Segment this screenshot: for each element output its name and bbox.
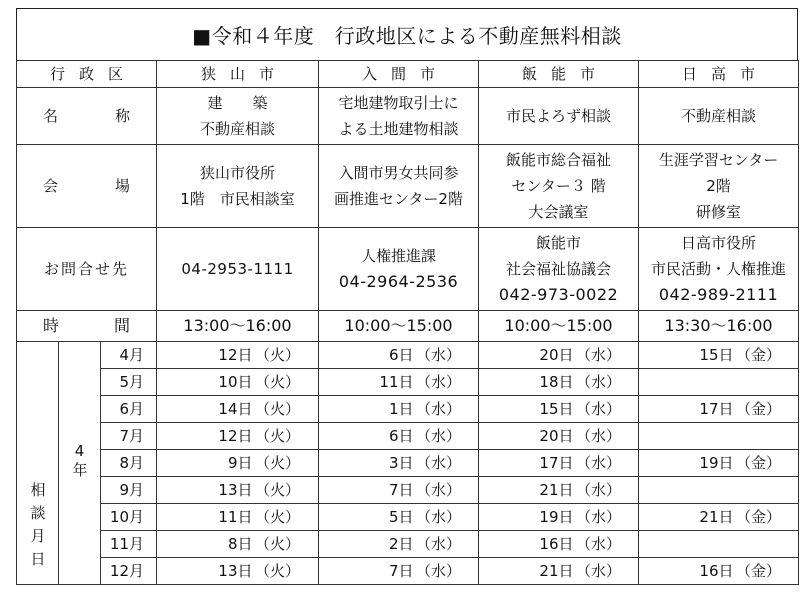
- date-weekday: （水）: [576, 535, 622, 553]
- date-day: 19日: [699, 454, 734, 472]
- header-row: [17, 61, 799, 88]
- date-weekday: （火）: [255, 481, 301, 499]
- date-day: 17日: [699, 400, 734, 418]
- date-cell: [639, 477, 799, 504]
- contact-cell: [639, 228, 799, 311]
- date-cell: [319, 477, 479, 504]
- date-weekday: （水）: [416, 400, 462, 418]
- date-day: 21日: [539, 562, 574, 580]
- row-label-char: 称: [115, 107, 131, 125]
- cell-line: よる土地建物相談: [338, 120, 459, 138]
- district-label: 行政区: [50, 65, 138, 83]
- name-cell: [319, 88, 479, 145]
- date-cell: [639, 531, 799, 558]
- date-cell: [639, 423, 799, 450]
- date-day: 3日: [388, 454, 414, 472]
- date-cell: [479, 504, 639, 531]
- date-cell: [157, 504, 319, 531]
- date-weekday: （水）: [576, 346, 622, 364]
- date-day: 2日: [388, 535, 414, 553]
- date-cell: [479, 369, 639, 396]
- date-weekday: （水）: [576, 454, 622, 472]
- date-cell: [639, 396, 799, 423]
- date-day: 1日: [388, 400, 414, 418]
- schedule-row: [17, 396, 799, 423]
- date-weekday: （金）: [736, 454, 782, 472]
- date-weekday: （火）: [255, 373, 301, 391]
- date-cell: [319, 342, 479, 369]
- month-cell: 6月: [101, 396, 157, 423]
- date-cell: [639, 504, 799, 531]
- date-weekday: （火）: [255, 346, 301, 364]
- date-weekday: （水）: [416, 508, 462, 526]
- schedule-row: [17, 558, 799, 585]
- name-cell: [639, 88, 799, 145]
- date-weekday: （金）: [736, 346, 782, 364]
- name-row: [17, 88, 799, 145]
- cell-line: 社会福祉協議会: [506, 260, 612, 278]
- section-label-cell: [17, 342, 59, 585]
- row-label-char: 場: [115, 177, 131, 195]
- contact-row: [17, 228, 799, 311]
- city-header: [639, 61, 799, 88]
- row-label-char: 会: [43, 177, 59, 195]
- date-cell: [319, 423, 479, 450]
- date-cell: [157, 531, 319, 558]
- date-cell: [157, 369, 319, 396]
- section-label: 相談月日: [28, 482, 47, 574]
- name-cell: [157, 88, 319, 145]
- date-cell: [639, 342, 799, 369]
- consultation-table: [16, 60, 799, 585]
- date-weekday: （水）: [416, 535, 462, 553]
- row-label-char: 名: [43, 107, 59, 125]
- date-day: 15日: [699, 346, 734, 364]
- time-cell: 10:00～15:00: [319, 311, 479, 342]
- venue-cell: [319, 145, 479, 228]
- contact-cell: [479, 228, 639, 311]
- document-title: ■令和４年度 行政地区による不動産無料相談: [16, 8, 798, 60]
- cell-line: 不動産相談: [200, 120, 276, 138]
- date-cell: [157, 423, 319, 450]
- cell-line: 人権推進課: [361, 247, 437, 265]
- date-day: 19日: [539, 508, 574, 526]
- date-weekday: （水）: [576, 508, 622, 526]
- year-label-cell: [59, 342, 101, 585]
- date-day: 18日: [539, 373, 574, 391]
- cell-line: 生涯学習センター: [658, 151, 779, 169]
- date-cell: [157, 558, 319, 585]
- date-weekday: （水）: [576, 562, 622, 580]
- date-day: 16日: [539, 535, 574, 553]
- name-label-cell: [17, 88, 157, 145]
- date-cell: [639, 369, 799, 396]
- date-day: 11日: [379, 373, 414, 391]
- time-row: [17, 311, 799, 342]
- date-day: 17日: [539, 454, 574, 472]
- date-weekday: （水）: [416, 346, 462, 364]
- date-cell: [319, 450, 479, 477]
- date-cell: [479, 423, 639, 450]
- cell-line: 2階: [706, 177, 731, 195]
- cell-line: 市民よろず相談: [506, 107, 612, 125]
- date-cell: [157, 396, 319, 423]
- cell-line: 建 築: [207, 94, 268, 112]
- cell-line: 飯能市総合福祉: [506, 151, 612, 169]
- schedule-row: [17, 342, 799, 369]
- schedule-row: [17, 450, 799, 477]
- schedule-row: [17, 477, 799, 504]
- date-day: 7日: [388, 562, 414, 580]
- cell-line: センター３ 階: [511, 177, 606, 195]
- date-day: 12日: [218, 346, 253, 364]
- date-cell: [479, 531, 639, 558]
- venue-row: [17, 145, 799, 228]
- phone-number: 04-2964-2536: [338, 272, 459, 291]
- cell-line: 入間市男女共同参: [338, 164, 459, 182]
- contact-cell: [319, 228, 479, 311]
- contact-label-cell: [17, 228, 157, 311]
- schedule-row: [17, 504, 799, 531]
- date-weekday: （火）: [255, 508, 301, 526]
- date-cell: [479, 477, 639, 504]
- month-cell: 9月: [101, 477, 157, 504]
- cell-line: 狭山市役所: [200, 164, 276, 182]
- date-cell: [479, 558, 639, 585]
- city-header: [157, 61, 319, 88]
- cell-line: 画推進センター2階: [334, 190, 463, 208]
- date-day: 5日: [388, 508, 414, 526]
- date-cell: [157, 342, 319, 369]
- date-day: 21日: [539, 481, 574, 499]
- date-day: 13日: [218, 481, 253, 499]
- date-day: 12日: [218, 427, 253, 445]
- city-header: [319, 61, 479, 88]
- date-day: 9日: [227, 454, 253, 472]
- time-cell: 13:00～16:00: [157, 311, 319, 342]
- date-weekday: （水）: [416, 454, 462, 472]
- time-cell: 13:30～16:00: [639, 311, 799, 342]
- schedule-row: [17, 423, 799, 450]
- cell-line: 飯能市: [536, 234, 582, 252]
- date-weekday: （金）: [736, 400, 782, 418]
- cell-line: 市民活動・人権推進: [651, 260, 787, 278]
- date-weekday: （火）: [255, 427, 301, 445]
- date-weekday: （火）: [255, 400, 301, 418]
- city-name: 入間市: [362, 65, 450, 83]
- date-cell: [319, 396, 479, 423]
- date-weekday: （水）: [576, 427, 622, 445]
- month-cell: 10月: [101, 504, 157, 531]
- date-cell: [479, 342, 639, 369]
- date-day: 10日: [218, 373, 253, 391]
- date-day: 6日: [388, 346, 414, 364]
- month-cell: 4月: [101, 342, 157, 369]
- date-day: 21日: [699, 508, 734, 526]
- date-day: 20日: [539, 346, 574, 364]
- month-cell: 7月: [101, 423, 157, 450]
- phone-number: 04-2953-1111: [181, 260, 294, 278]
- date-weekday: （金）: [736, 508, 782, 526]
- venue-label-cell: [17, 145, 157, 228]
- year-label: 4年: [70, 442, 89, 479]
- date-weekday: （水）: [416, 373, 462, 391]
- row-label-char: 時: [43, 316, 60, 335]
- city-name: 狭山市: [201, 65, 289, 83]
- date-weekday: （水）: [576, 373, 622, 391]
- date-weekday: （水）: [576, 481, 622, 499]
- date-weekday: （水）: [416, 427, 462, 445]
- month-cell: 5月: [101, 369, 157, 396]
- date-weekday: （金）: [736, 562, 782, 580]
- date-cell: [639, 558, 799, 585]
- date-cell: [639, 450, 799, 477]
- city-name: 日高市: [682, 65, 770, 83]
- date-day: 8日: [227, 535, 253, 553]
- date-day: 16日: [699, 562, 734, 580]
- cell-line: 研修室: [696, 203, 742, 221]
- month-cell: 8月: [101, 450, 157, 477]
- date-day: 6日: [388, 427, 414, 445]
- cell-line: 宅地建物取引士に: [338, 94, 459, 112]
- date-cell: [479, 450, 639, 477]
- name-cell: [479, 88, 639, 145]
- date-cell: [479, 396, 639, 423]
- date-weekday: （水）: [416, 562, 462, 580]
- city-name: 飯能市: [522, 65, 610, 83]
- date-day: 14日: [218, 400, 253, 418]
- date-cell: [319, 558, 479, 585]
- date-day: 15日: [539, 400, 574, 418]
- date-weekday: （火）: [255, 454, 301, 472]
- contact-label: お問合せ先: [44, 260, 130, 278]
- date-cell: [319, 369, 479, 396]
- date-cell: [319, 504, 479, 531]
- month-cell: 12月: [101, 558, 157, 585]
- schedule-row: [17, 369, 799, 396]
- date-cell: [319, 531, 479, 558]
- phone-number: 042-973-0022: [498, 285, 619, 304]
- date-cell: [157, 450, 319, 477]
- cell-line: 不動産相談: [681, 107, 757, 125]
- date-weekday: （火）: [255, 535, 301, 553]
- cell-line: 日高市役所: [681, 234, 757, 252]
- time-cell: 10:00～15:00: [479, 311, 639, 342]
- date-weekday: （火）: [255, 562, 301, 580]
- city-header: [479, 61, 639, 88]
- district-label-cell: [17, 61, 157, 88]
- date-day: 13日: [218, 562, 253, 580]
- date-cell: [157, 477, 319, 504]
- date-weekday: （水）: [416, 481, 462, 499]
- time-label-cell: [17, 311, 157, 342]
- date-day: 11日: [218, 508, 253, 526]
- date-day: 7日: [388, 481, 414, 499]
- month-cell: 11月: [101, 531, 157, 558]
- venue-cell: [157, 145, 319, 228]
- cell-line: 1階 市民相談室: [180, 190, 295, 208]
- row-label-char: 間: [114, 316, 131, 335]
- schedule-row: [17, 531, 799, 558]
- contact-cell: [157, 228, 319, 311]
- venue-cell: [479, 145, 639, 228]
- venue-cell: [639, 145, 799, 228]
- cell-line: 大会議室: [528, 203, 589, 221]
- phone-number: 042-989-2111: [658, 285, 779, 304]
- date-weekday: （水）: [576, 400, 622, 418]
- date-day: 20日: [539, 427, 574, 445]
